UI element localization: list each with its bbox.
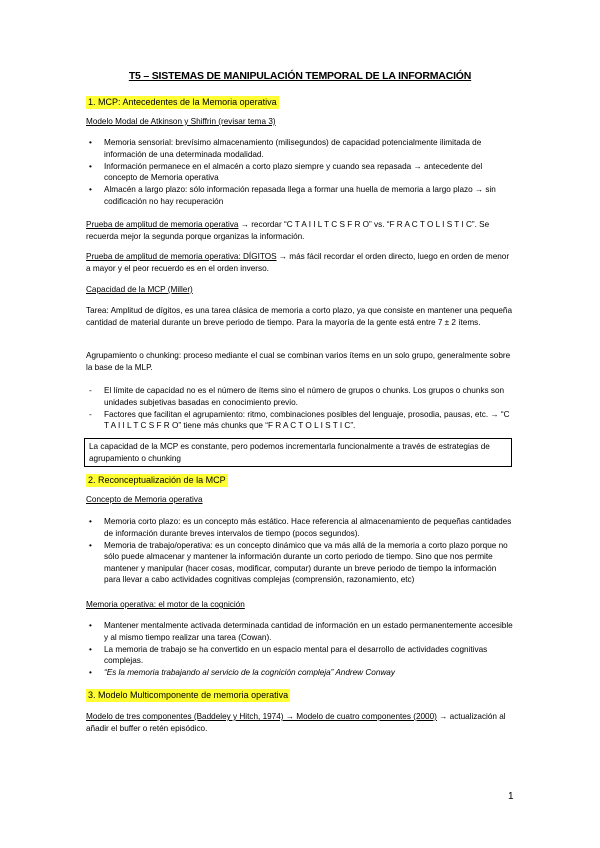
capacity-subheading: Capacidad de la MCP (Miller) (86, 285, 193, 294)
list-item: - Factores que facilitan el agrupamiento: ritmo, combinaciones posibles del lenguaje, prosodia, pausas, etc. → “C T A I I L T C S F R O” tiene más chunks que “F R A C T O L I S T I C”. (89, 409, 510, 431)
bullet-icon: • (89, 185, 92, 195)
list-item: - El límite de capacidad no es el número de ítems sino el número de grupos o chunks. Los grupos o chunks son unidades subjetivas basadas en conocimiento previo. (89, 386, 505, 407)
document-title: T5 – SISTEMAS DE MANIPULACIÓN TEMPORAL DE LA INFORMACIÓN (128, 70, 472, 82)
list-item: • Información permanece en el almacén a corto plazo siempre y cuando sea repasada → antecedente del concepto de Memoria operativa (89, 161, 483, 183)
bullet-icon: • (89, 517, 92, 526)
section-2-heading: 2. Reconceptualización de la MCP (88, 475, 226, 485)
section-2-bullet-list (86, 516, 514, 587)
list-item: • “Es la memoria trabajando al servicio de la cognición compleja” Andrew Conway (89, 668, 395, 678)
dash-icon: - (89, 409, 92, 419)
bullet-icon: • (89, 138, 92, 147)
paragraph-chunking: Agrupamiento o chunking: proceso mediante el cual se combinan varios ítems en un solo grupo, generalmente sobre la base de la MLP. (86, 351, 511, 372)
list-item: • Memoria de trabajo/operativa: es un concepto dinámico que va más allá de la memoria a corto plazo porque no sólo puede almacenar y mantener la información durante un corto periodo de tiempo. Sino que nos permite mantener y manipular (hacer cosas, modificar, computar) durante un breve periodo de tiempo la información para llevar a cabo actividades cognitivas complejas (comprensión, razonamiento, etc) (89, 540, 508, 585)
paragraph-amplitud-digitos: Prueba de amplitud de memoria operativa: DÍGITOS → más fácil recordar el orden directo, luego en orden de menor a mayor y el peor recuerdo es en el orden inverso. (86, 252, 510, 273)
bullet-icon: • (89, 621, 92, 630)
bullet-icon: • (89, 540, 92, 550)
summary-box: La capacidad de la MCP es constante, pero podemos incrementarla funcionalmente a través de estrategias de agrupamiento o chunking (84, 438, 512, 467)
section-1-subheading: Modelo Modal de Atkinson y Shiffrin (revisar tema 3) (86, 117, 276, 126)
page-number: 1 (508, 791, 514, 802)
list-item: • Almacén a largo plazo: sólo información repasada llega a formar una huella de memoria a largo plazo → sin codificación no hay recuperación (89, 185, 496, 206)
paragraph-modelo-componentes: Modelo de tres componentes (Baddeley y Hitch, 1974) → Modelo de cuatro componentes (2000) → actualización al añadir el buffer o retén episódico. (86, 712, 506, 733)
list-item: • Memoria corto plazo: es un concepto más estático. Hace referencia al almacenamiento de pequeñas cantidades de información durante breves intervalos de tiempo (pocos segundos). (89, 517, 512, 538)
chunking-dash-list (86, 385, 514, 432)
section-1-bullet-list (86, 137, 514, 208)
section-2-subheading-2: Memoria operativa: el motor de la cognición (86, 600, 245, 609)
bullet-icon: • (89, 644, 92, 654)
bullet-icon: • (89, 161, 92, 171)
dash-icon: - (89, 386, 92, 395)
list-item: • Memoria sensorial: brevísimo almacenamiento (milisegundos) de capacidad potencialmente ilimitada de información de una determinada modalidad. (89, 138, 482, 159)
list-item: • La memoria de trabajo se ha convertido en un espacio mental para el desarrollo de actividades cognitivas complejas. (89, 644, 488, 666)
list-item: • Mantener mentalmente activada determinada cantidad de información en un estado permanentemente accesible y al mismo tiempo realizar una tarea (Cowan). (89, 621, 513, 642)
section-2-bullet-list-2 (86, 620, 514, 679)
paragraph-tarea: Tarea: Amplitud de dígitos, es una tarea clásica de memoria a corto plazo, ya que consiste en mantener una pequeña cantidad de material durante un breve periodo de tiempo. Para la mayoría de la gente está entre 7 ± 2 ítems. (86, 306, 513, 327)
section-3-heading: 3. Modelo Multicomponente de memoria operativa (88, 690, 289, 700)
bullet-icon: • (89, 668, 92, 678)
paragraph-amplitud-letras: Prueba de amplitud de memoria operativa → recordar “C T A I I L T C S F R O” vs. “F R A C T O L I S T I C”. Se recuerda mejor la segunda porque organizas la información. (86, 220, 490, 241)
section-1-heading: 1. MCP: Antecedentes de la Memoria operativa (88, 97, 277, 107)
section-2-subheading: Concepto de Memoria operativa (86, 495, 203, 504)
